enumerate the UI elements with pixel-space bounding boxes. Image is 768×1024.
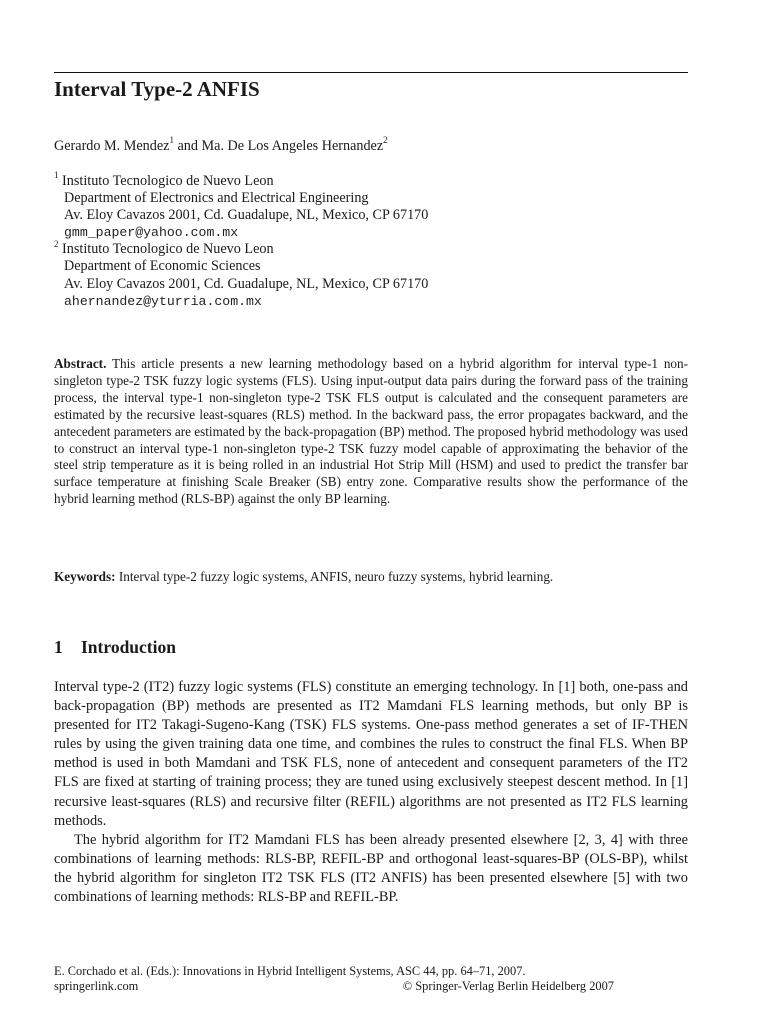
footer-copyright: © Springer-Verlag Berlin Heidelberg 2007 bbox=[402, 979, 614, 993]
affiliation-2-department: Department of Economic Sciences bbox=[64, 258, 261, 275]
affiliation-1-address: Av. Eloy Cavazos 2001, Cd. Guadalupe, NL, Mexico, CP 67170 bbox=[64, 207, 429, 224]
author-2-superscript: 2 bbox=[383, 135, 388, 146]
section-number: 1 bbox=[54, 637, 63, 657]
affiliation-2-institution-line bbox=[54, 238, 694, 258]
introduction-body bbox=[54, 678, 688, 907]
paper-title: Interval Type-2 ANFIS bbox=[54, 77, 260, 101]
abstract bbox=[54, 356, 688, 508]
author-2-name: Ma. De Los Angeles Hernandez bbox=[201, 138, 384, 154]
affiliations bbox=[54, 170, 694, 310]
affiliation-1-department: Department of Electronics and Electrical Engineering bbox=[64, 190, 369, 207]
affiliation-2-email: ahernandez@yturria.com.mx bbox=[64, 293, 262, 309]
abstract-text: This article presents a new learning methodology based on a hybrid algorithm for interval type-1 non-singleton type-2 TSK fuzzy logic systems (FLS). Using input-output data pairs during the forward pass of the training process, the interval type-1 non-singleton type-2 TSK FLS output is calculated and the consequent parameters are estimated by the recursive least-squares (RLS) method. In the backward pass, the error propagates backward, and the antecedent parameters are estimated by the back-propagation (BP) method. The proposed hybrid methodology was used to construct an interval type-1 non-singleton type-2 TSK fuzzy model capable of approximating the behavior of the steel strip temperature as it is being rolled in an industrial Hot Strip Mill (HSM) and used to predict the transfer bar surface temperature at finishing Scale Breaker (SB) entry zone. Comparative results show the performance of the hybrid learning method (RLS-BP) against the only BP learning. bbox=[54, 356, 688, 507]
title-rule bbox=[54, 72, 688, 73]
affiliation-1-institution-line bbox=[54, 170, 694, 190]
affiliation-2-institution: Instituto Tecnologico de Nuevo Leon bbox=[62, 241, 274, 258]
affiliation-1-superscript: 1 bbox=[54, 170, 59, 181]
footer-citation: E. Corchado et al. (Eds.): Innovations in Hybrid Intelligent Systems, ASC 44, pp. 64–71, 2007. bbox=[54, 964, 526, 978]
author-line bbox=[54, 137, 388, 155]
footer-line-2 bbox=[54, 979, 614, 994]
author-1-name: Gerardo M. Mendez bbox=[54, 138, 170, 154]
section-title: Introduction bbox=[81, 637, 176, 657]
affiliation-2-superscript: 2 bbox=[54, 238, 59, 249]
keywords-text: Interval type-2 fuzzy logic systems, ANFIS, neuro fuzzy systems, hybrid learning. bbox=[115, 569, 554, 584]
abstract-label: Abstract. bbox=[54, 356, 107, 371]
footer-site: springerlink.com bbox=[54, 979, 139, 993]
author-1-superscript: 1 bbox=[169, 135, 174, 146]
introduction-paragraph-1: Interval type-2 (IT2) fuzzy logic systems (FLS) constitute an emerging technology. In [1] both, one-pass and back-propagation (BP) methods are presented as IT2 Mamdani FLS learning methods, but only BP is presented for IT2 Takagi-Sugeno-Kang (TSK) FLS systems. One-pass method generates a set of IF-THEN rules by using the given training data one time, and combines the rules to construct the final FLS. When BP method is used in both Mamdani and TSK FLS, none of antecedent and consequent parameters of the IT2 FLS are fixed at starting of training process; they are tuned using exclusively steepest descent method. In [1] recursive least-squares (RLS) and recursive filter (REFIL) algorithms are not presented as IT2 FLS learning methods. bbox=[54, 679, 688, 829]
section-heading bbox=[54, 636, 176, 658]
affiliation-2-address: Av. Eloy Cavazos 2001, Cd. Guadalupe, NL, Mexico, CP 67170 bbox=[64, 275, 429, 292]
affiliation-1-email: gmm_paper@yahoo.com.mx bbox=[64, 225, 239, 241]
author-connector: and bbox=[173, 138, 202, 154]
affiliation-1-institution: Instituto Tecnologico de Nuevo Leon bbox=[62, 173, 274, 189]
introduction-paragraph-2: The hybrid algorithm for IT2 Mamdani FLS has been already presented elsewhere [2, 3, 4] with three combinations of learning methods: RLS-BP, REFIL-BP and orthogonal least-squares-BP (OLS-BP), whilst the hybrid algorithm for singleton IT2 TSK FLS (IT2 ANFIS) has been presented elsewhere [5] with two combinations of learning methods: RLS-BP and REFIL-BP. bbox=[54, 831, 688, 906]
keywords-label: Keywords: bbox=[54, 569, 116, 584]
page-footer bbox=[54, 964, 614, 994]
keywords bbox=[54, 568, 694, 585]
